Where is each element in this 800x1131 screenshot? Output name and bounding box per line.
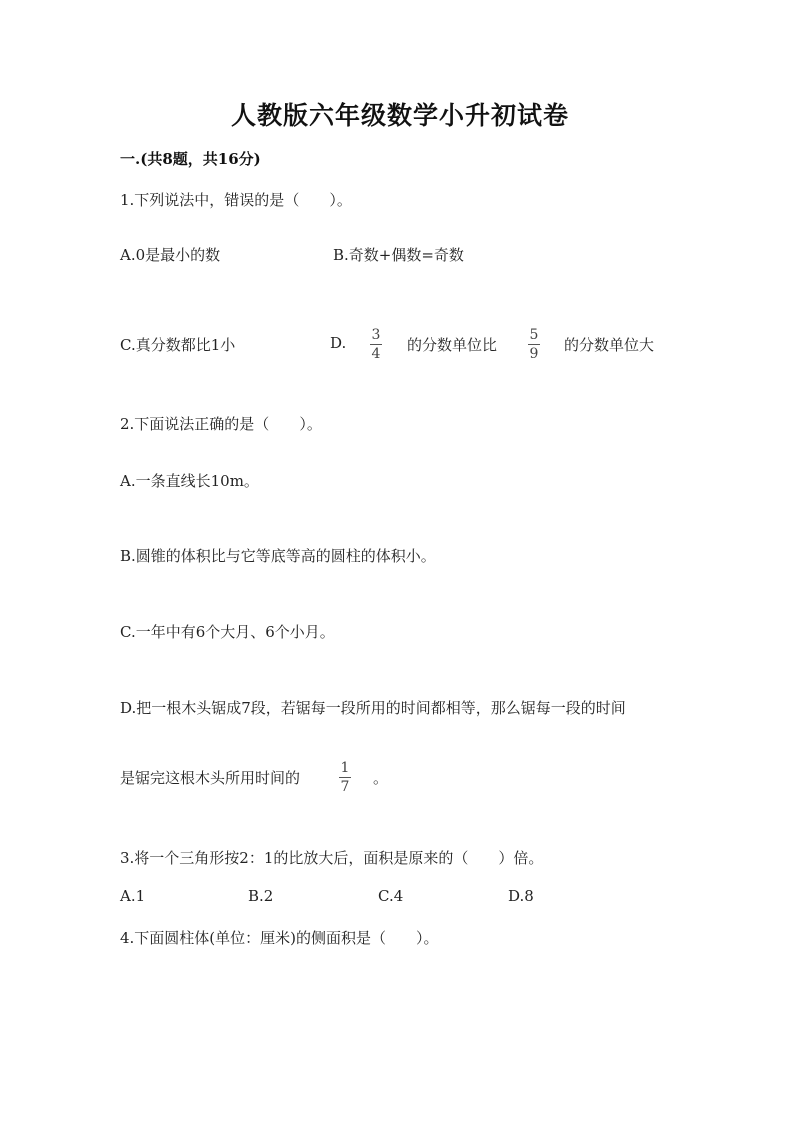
question-1-fraction-3-4 xyxy=(370,327,382,362)
question-2-fraction-1-7 xyxy=(339,760,351,795)
question-2-option-d-end: 。 xyxy=(373,769,389,787)
fraction-numerator: 3 xyxy=(371,327,381,343)
question-1-option-d-text2: 的分数单位大 xyxy=(564,336,655,354)
question-2-stem: 2.下面说法正确的是（ ）。 xyxy=(120,415,322,433)
question-3-stem: 3.将一个三角形按2：1的比放大后，面积是原来的（ ）倍。 xyxy=(120,849,544,867)
question-1-fraction-5-9 xyxy=(528,327,540,362)
question-1-option-b: B.奇数+偶数=奇数 xyxy=(333,246,464,264)
fraction-bar xyxy=(528,344,540,345)
question-2-option-d-line2: 是锯完这根木头所用时间的 xyxy=(120,769,301,787)
section-header: 一.(共8题，共16分) xyxy=(120,150,261,168)
question-2-option-c: C.一年中有6个大月、6个小月。 xyxy=(120,623,335,641)
fraction-denominator: 4 xyxy=(371,346,381,362)
question-2-option-a: A.一条直线长10m。 xyxy=(120,472,259,490)
question-1-option-d-text1: 的分数单位比 xyxy=(407,336,498,354)
question-1-option-d-prefix: D. xyxy=(330,334,347,352)
fraction-bar xyxy=(370,344,382,345)
question-3-option-b: B.2 xyxy=(248,887,274,905)
question-3-option-a: A.1 xyxy=(120,887,146,905)
fraction-numerator: 1 xyxy=(340,760,350,776)
fraction-numerator: 5 xyxy=(529,327,539,343)
question-3-option-d: D.8 xyxy=(508,887,534,905)
question-3-option-c: C.4 xyxy=(378,887,404,905)
question-2-option-d-line1: D.把一根木头锯成7段，若锯每一段所用的时间都相等，那么锯每一段的时间 xyxy=(120,699,626,717)
fraction-denominator: 7 xyxy=(340,779,350,795)
fraction-denominator: 9 xyxy=(529,346,539,362)
question-4-stem: 4.下面圆柱体(单位：厘米)的侧面积是（ ）。 xyxy=(120,929,439,947)
fraction-bar xyxy=(339,777,351,778)
question-2-option-b: B.圆锥的体积比与它等底等高的圆柱的体积小。 xyxy=(120,547,436,565)
question-1-option-a: A.0是最小的数 xyxy=(120,246,221,264)
question-1-stem: 1.下列说法中，错误的是（ ）。 xyxy=(120,191,352,209)
page-title: 人教版六年级数学小升初试卷 xyxy=(230,101,569,130)
question-1-option-c: C.真分数都比1小 xyxy=(120,336,236,354)
